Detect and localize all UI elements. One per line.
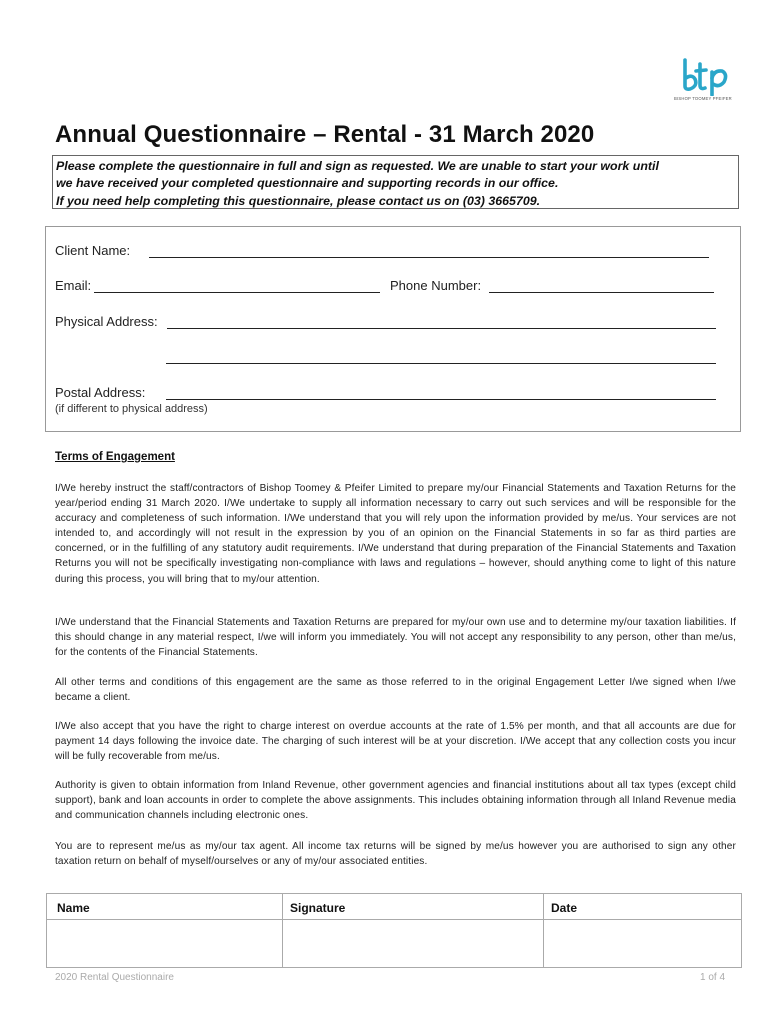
- footer-document-name: 2020 Rental Questionnaire: [55, 972, 174, 983]
- signature-table-header: [47, 894, 741, 920]
- column-divider: [282, 894, 283, 967]
- terms-paragraph: I/We hereby instruct the staff/contractors of Bishop Toomey & Pfeifer Limited to prepare my/our Financial Statements and Taxation Returns for the year/period ending 31 March 2020. I/We undertake to supply all information necessary to carry out such services and will be responsible for the accuracy and completeness of such information. I/We understand that you will rely upon the information provided by me/us. Your services are not intended to, and accordingly will not result in the expression by you of an opinion on the Financial Statements in so far as third parties are concerned, or in the fulfilling of any statutory audit requirements. I/We understand that during preparation of the Financial Statements and Taxation Returns you will not be specifically investigating non-compliance with laws and regulations – however, should anything come to light of this nature during this process, you will bring that to my/our attention.: [55, 483, 736, 585]
- client-name-field[interactable]: [149, 257, 709, 258]
- physical-address-label: Physical Address:: [55, 314, 158, 329]
- terms-heading: Terms of Engagement: [55, 451, 175, 463]
- client-name-label: Client Name:: [55, 243, 131, 258]
- email-label: Email:: [55, 278, 92, 293]
- physical-address-field-line-2[interactable]: [166, 363, 716, 364]
- instruction-line: If you need help completing this questionnaire, please contact us on (03) 3665709.: [56, 193, 541, 208]
- footer-page-number: 1 of 4: [700, 972, 726, 983]
- page-title: Annual Questionnaire – Rental - 31 March 2020: [55, 121, 595, 148]
- company-logo: [676, 56, 738, 104]
- client-details-box: [45, 226, 741, 432]
- instruction-line: we have received your completed questionnaire and supporting records in our office.: [56, 176, 559, 191]
- postal-address-field[interactable]: [166, 399, 716, 400]
- instructions-box: [52, 155, 739, 209]
- terms-paragraph: You are to represent me/us as my/our tax agent. All income tax returns will be signed by me/us however you are authorised to sign any other taxation return on behalf of myself/ourselves or any of my/our associated entities.: [55, 841, 736, 868]
- terms-paragraph: All other terms and conditions of this engagement are the same as those referred to in the original Engagement Letter I/we signed when I/we became a client.: [55, 677, 736, 704]
- date-column-header: Date: [551, 901, 578, 915]
- signature-table: [46, 893, 742, 968]
- terms-paragraph: Authority is given to obtain information from Inland Revenue, other government agencies and financial institutions about all tax types (except child support), bank and loan accounts in order to complete the above assignments. This includes obtaining information through all Inland Revenue media and communication channels including electronic ones.: [55, 780, 736, 822]
- terms-paragraph: I/We understand that the Financial Statements and Taxation Returns are prepared for my/our own use and to determine my/our taxation liabilities. If this should change in any material respect, I/we will inform you immediately. You will not accept any responsibility to any person, other than me/us, for the contents of the Financial Statements.: [55, 617, 736, 659]
- instruction-line: Please complete the questionnaire in full and sign as requested. We are unable to start your work until: [56, 159, 659, 173]
- postal-address-note: (if different to physical address): [55, 403, 208, 415]
- name-column-header: Name: [57, 901, 90, 915]
- physical-address-field[interactable]: [167, 328, 716, 329]
- btp-logo-icon: [676, 56, 738, 96]
- postal-address-label: Postal Address:: [55, 385, 146, 400]
- email-field[interactable]: [94, 292, 380, 293]
- phone-label: Phone Number:: [390, 278, 482, 293]
- column-divider: [543, 894, 544, 967]
- signature-column-header: Signature: [290, 901, 346, 915]
- phone-field[interactable]: [489, 292, 714, 293]
- terms-paragraph: I/We also accept that you have the right to charge interest on overdue accounts at the rate of 1.5% per month, and that all accounts are due for payment 14 days following the invoice date. The charging of such interest will be at your discretion. I/We accept that any collection costs you incur will be fully recoverable from me/us.: [55, 721, 736, 763]
- logo-firm-name: BISHOP TOOMEY PFEIFER: [674, 96, 732, 101]
